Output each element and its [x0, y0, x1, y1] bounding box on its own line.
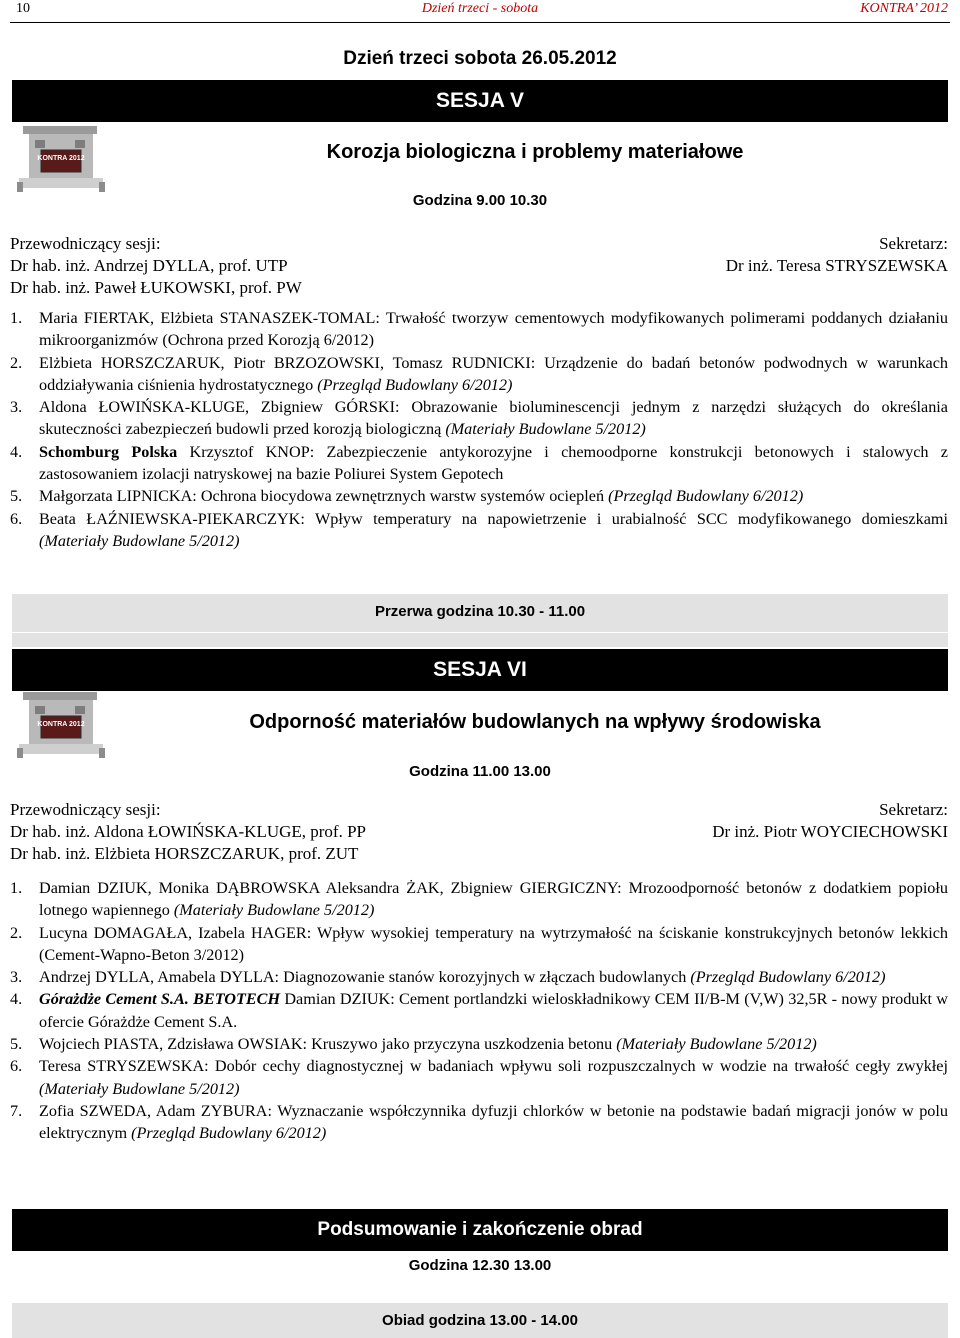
- secretary-block: [726, 233, 948, 277]
- secretary-label: Sekretarz:: [879, 800, 948, 819]
- talk-source: (Materiały Budowlane 5/2012): [173, 901, 375, 920]
- chairs-label: Przewodniczący sesji:: [10, 800, 161, 819]
- talk-source: (Przegląd Budowlany 6/2012): [317, 375, 513, 394]
- talk-number: 7.: [10, 1101, 23, 1120]
- header-conference: KONTRA’ 2012: [860, 1, 948, 16]
- closing-time: Godzina 12.30 13.00: [408, 1257, 552, 1274]
- talk-source: (Ochrona przed Korozją 6/2012): [162, 331, 375, 350]
- talk-number: 1.: [10, 879, 23, 897]
- secretary-name: Dr inż. Teresa STRYSZEWSKA: [725, 256, 948, 275]
- talk-number: 2.: [10, 353, 23, 372]
- day-title: Dzień trzeci sobota 26.05.2012: [343, 48, 617, 69]
- page-number: 10: [16, 1, 30, 16]
- lunch-time: Obiad godzina 13.00 - 14.00: [382, 1312, 578, 1329]
- talk-source: (Przegląd Budowlany 6/2012): [131, 1124, 327, 1143]
- chair-name: Dr hab. inż. Paweł ŁUKOWSKI, prof. PW: [10, 278, 302, 297]
- chairs-block: [10, 799, 366, 865]
- session-time: Godzina 11.00 13.00: [409, 763, 551, 780]
- talk-number: 1.: [10, 309, 23, 327]
- talk-text: Damian DZIUK, Monika DĄBROWSKA Aleksandra ŻAK, Zbigniew GIERGICZNY: Mrozoodporność betonów z dodatkiem popiołu lotnego wapiennego: [39, 879, 948, 920]
- talk-text: Małgorzata LIPNICKA: Ochrona biocydowa zewnętrznych warstw systemów ociepleń: [39, 487, 605, 506]
- talk-item: [10, 966, 948, 988]
- session-time: Godzina 9.00 10.30: [412, 192, 548, 209]
- secretary-block: [712, 799, 948, 843]
- talk-list: [10, 307, 948, 552]
- talk-number: 5.: [10, 487, 23, 506]
- chair-name: Dr hab. inż. Andrzej DYLLA, prof. UTP: [10, 256, 288, 275]
- talk-number: 3.: [10, 968, 23, 987]
- talk-source: (Materiały Budowlane 5/2012): [445, 420, 646, 439]
- talk-item: [10, 352, 948, 397]
- break-time: Przerwa godzina 10.30 - 11.00: [374, 603, 586, 620]
- talk-text: Damian DZIUK: Cement portlandzki wieloskładnikowy CEM II/B-M (V,W) 32,5R - nowy produkt w ofercie Górażdże Cement S.A.: [39, 990, 948, 1031]
- talk-sponsor: Schomburg Polska: [39, 442, 178, 461]
- talk-item: [10, 508, 948, 553]
- talk-source: (Przegląd Budowlany 6/2012): [608, 487, 804, 506]
- talk-item: [10, 988, 948, 1033]
- secretary-label: Sekretarz:: [879, 234, 948, 253]
- talk-number: 4.: [10, 442, 23, 461]
- kontra-logo: [15, 688, 107, 760]
- separator-band: [12, 633, 948, 647]
- header-day: Dzień trzeci - sobota: [421, 1, 539, 16]
- secretary-name: Dr inż. Piotr WOYCIECHOWSKI: [712, 822, 948, 841]
- talk-item: [10, 1100, 948, 1145]
- session-title: Korozja biologiczna i problemy materiałowe: [326, 141, 744, 163]
- talk-sponsor: Górażdże Cement S.A. BETOTECH: [39, 990, 281, 1009]
- talk-text: Teresa STRYSZEWSKA: Dobór cechy diagnostycznej w badaniach wpływu soli rozpuszczalnych w wodzie na trwałość cegły zwykłej: [39, 1057, 948, 1076]
- talk-source: (Materiały Budowlane 5/2012): [39, 1079, 240, 1098]
- talk-source: (Cement-Wapno-Beton 3/2012): [39, 945, 245, 964]
- talk-number: 6.: [10, 1057, 23, 1076]
- talk-text: Aldona ŁOWIŃSKA-KLUGE, Zbigniew GÓRSKI: Obrazowanie bioluminescencji jednym z narzędzi służących do określania skuteczności zabezpieczeń budowli przed korozją biologiczną: [39, 398, 948, 439]
- talk-number: 3.: [10, 398, 23, 417]
- session-title: Odporność materiałów budowlanych na wpływy środowiska: [249, 711, 821, 733]
- talk-item: [10, 1033, 948, 1055]
- talk-number: 2.: [10, 923, 23, 942]
- chairs-block: [10, 233, 302, 299]
- talk-text: Wojciech PIASTA, Zdzisława OWSIAK: Kruszywo jako przyczyna uszkodzenia betonu: [39, 1035, 613, 1054]
- chair-name: Dr hab. inż. Aldona ŁOWIŃSKA-KLUGE, prof. PP: [10, 822, 367, 841]
- logo-text: KONTRA 2012: [37, 155, 85, 162]
- talk-source: (Materiały Budowlane 5/2012): [616, 1035, 817, 1054]
- talk-item: [10, 441, 948, 486]
- talk-text: Zofia SZWEDA, Adam ZYBURA: Wyznaczanie współczynnika dyfuzji chlorków w betonie na podstawie badań migracji jonów w polu elektrycznym: [39, 1101, 948, 1143]
- talk-text: Beata ŁAŹNIEWSKA-PIEKARCZYK: Wpływ temperatury na napowietrzenie i urabialność SCC modyfikowanego domieszkami: [39, 509, 948, 528]
- talk-number: 6.: [10, 509, 23, 528]
- talk-item: [10, 396, 948, 441]
- talk-text: Elżbieta HORSZCZARUK, Piotr BRZOZOWSKI, Tomasz RUDNICKI: Urządzenie do badań betonów podwodnych w warunkach oddziaływania ciśnienia hydrostatycznego: [39, 353, 948, 394]
- talk-list: [10, 877, 948, 1145]
- session-bar: SESJA VI: [12, 649, 948, 691]
- logo-text: KONTRA 2012: [37, 721, 85, 728]
- kontra-logo-image: [15, 122, 107, 194]
- talk-text: Krzysztof KNOP: Zabezpieczenie antykorozyjne i chemoodporne konstrukcji betonowych i stalowych z zastosowaniem izolacji natryskowej na bazie Poliurei System Gepotech: [39, 442, 948, 484]
- session-bar: SESJA V: [12, 80, 948, 122]
- talk-number: 5.: [10, 1035, 23, 1054]
- talk-item: [10, 877, 948, 922]
- talk-source: (Przegląd Budowlany 6/2012): [690, 968, 886, 987]
- talk-item: [10, 922, 948, 967]
- chair-name: Dr hab. inż. Elżbieta HORSZCZARUK, prof. ZUT: [10, 844, 359, 863]
- kontra-logo: [15, 122, 107, 194]
- talk-item: [10, 485, 948, 507]
- kontra-logo-image: [15, 688, 107, 760]
- talk-text: Lucyna DOMAGAŁA, Izabela HAGER: Wpływ wysokiej temperatury na wytrzymałość na ściskanie konstrukcyjnych betonów lekkich: [39, 923, 948, 942]
- talk-item: [10, 307, 948, 352]
- talk-number: 4.: [10, 990, 23, 1009]
- closing-bar: Podsumowanie i zakończenie obrad: [12, 1209, 948, 1251]
- talk-text: Andrzej DYLLA, Amabela DYLLA: Diagnozowanie stanów korozyjnych w złączach budowlanych: [39, 968, 687, 987]
- talk-text: Maria FIERTAK, Elżbieta STANASZEK-TOMAL: Trwałość tworzyw cementowych modyfikowanych polimerami poddanych działaniu mikroorganizmów: [39, 309, 948, 350]
- running-header: [10, 0, 950, 23]
- talk-source: (Materiały Budowlane 5/2012): [39, 531, 240, 550]
- talk-item: [10, 1055, 948, 1100]
- chairs-label: Przewodniczący sesji:: [10, 234, 161, 253]
